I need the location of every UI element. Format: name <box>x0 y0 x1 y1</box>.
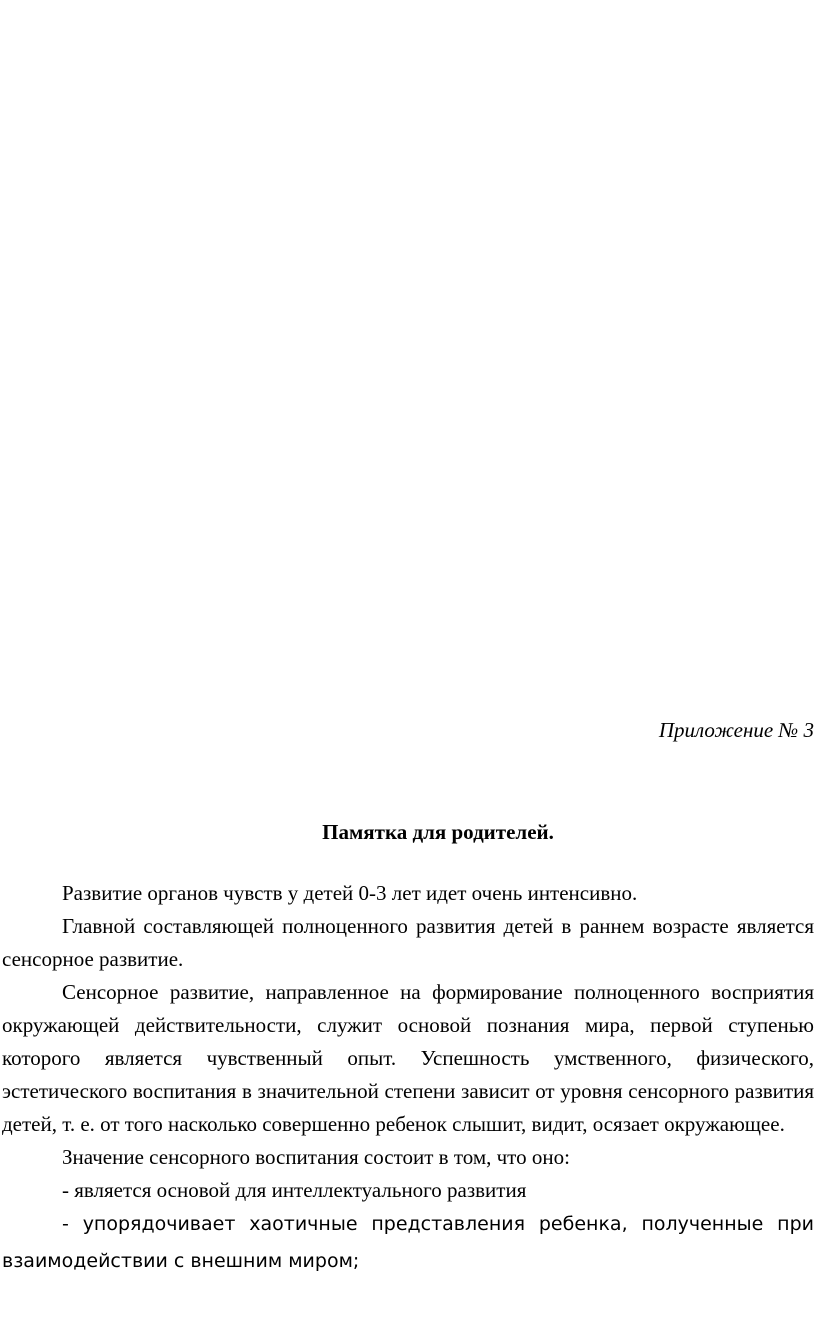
list-item-orders-ideas: - упорядочивает хаотичные представления ребенка, полученные при взаимодействии с внешним миром; <box>2 1213 814 1272</box>
document-body <box>2 877 814 1280</box>
paragraph-significance: Значение сенсорного воспитания состоит в том, что оно: <box>62 1145 570 1169</box>
paragraph-intro: Развитие органов чувств у детей 0-3 лет идет очень интенсивно. <box>62 881 638 905</box>
paragraph-sensory-development: Сенсорное развитие, направленное на формирование полноценного восприятия окружающей действительности, служит основой познания мира, первой ступенью которого является чувственный опыт. Успешность умственного, физического, эстетического воспитания в значительной степени зависит от уровня сенсорного развития детей, т. е. от того насколько совершенно ребенок слышит, видит, осязает окружающее. <box>2 980 814 1136</box>
list-item-intellectual: - является основой для интеллектуального развития <box>62 1178 527 1202</box>
appendix-label: Приложение № 3 <box>658 718 814 742</box>
document-title: Памятка для родителей. <box>322 820 554 844</box>
paragraph-main-component: Главной составляющей полноценного развития детей в раннем возрасте является сенсорное развитие. <box>2 914 814 971</box>
